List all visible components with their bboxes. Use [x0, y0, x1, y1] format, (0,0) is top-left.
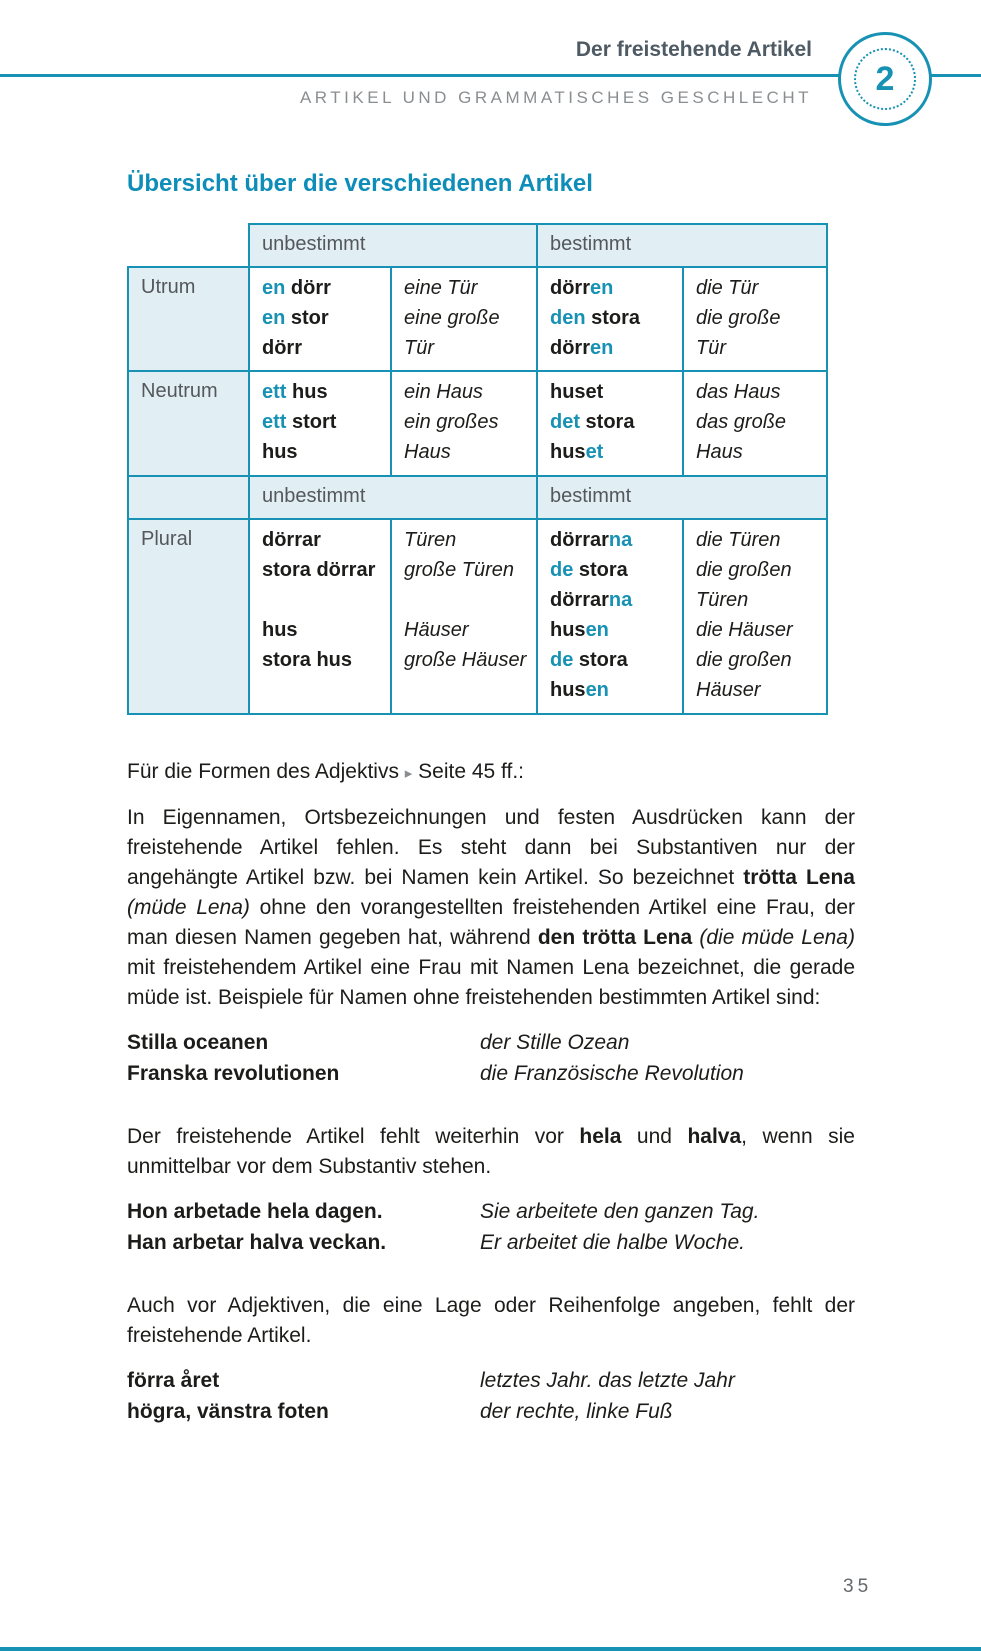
german-definite-cell: [682, 518, 828, 715]
table-line: ett stort: [262, 411, 337, 433]
table-line: Haus: [404, 441, 451, 463]
table-line: eine große: [404, 307, 500, 329]
german-definite-cell: [682, 266, 828, 370]
table-corner-ghost: [127, 223, 248, 266]
swedish-definite-cell: [536, 266, 682, 370]
table-row-label: Plural: [127, 518, 248, 715]
paragraph: Für die Formen des Adjektivs ▸ Seite 45 ff.:: [127, 760, 524, 783]
example-row: [127, 1227, 855, 1258]
footer-rule: [0, 1647, 981, 1651]
example-row: [127, 1365, 855, 1396]
chapter-number: 2: [875, 59, 895, 98]
german-indefinite-cell: [390, 518, 536, 715]
table-line: ein Haus: [404, 381, 483, 403]
table-column-header: bestimmt: [536, 223, 828, 266]
chapter-badge: [838, 32, 932, 126]
header-rule: [0, 74, 981, 77]
table-line: stora hus: [262, 649, 353, 671]
paragraph: Der freistehende Artikel fehlt weiterhin vor hela und halva, wenn sie unmittelbar vor dem Substantiv stehen.: [127, 1125, 855, 1178]
example-german: der Stille Ozean: [480, 1031, 630, 1054]
page-content: [127, 223, 855, 1460]
table-line: die große: [696, 307, 781, 329]
paragraph: In Eigennamen, Ortsbezeichnungen und festen Ausdrücken kann der freistehende Artikel fehlen. Es steht dann bei Substantiven nur der angehängte Artikel bzw. bei Namen kein Artikel. So bezeichnet trötta Lena (müde Lena) ohne den vorangestellten freistehenden Artikel eine Frau, der man diesen Namen gegeben hat, während den trötta Lena (die müde Lena) mit freistehendem Artikel eine Frau mit Namen Lena bezeichnet, die gerade müde ist. Beispiele für Namen ohne freistehenden bestimmten Artikel sind:: [127, 806, 856, 1009]
table-row-label: Utrum: [127, 266, 248, 370]
table-line: stora dörrar: [262, 559, 376, 581]
swedish-definite-cell: [536, 370, 682, 475]
german-indefinite-cell: [390, 370, 536, 475]
table-line: [404, 585, 528, 615]
german-indefinite-cell: [390, 266, 536, 370]
example-swedish: Han arbetar halva veckan.: [127, 1231, 387, 1254]
table-line: Häuser: [404, 619, 469, 641]
table-row-label: Neutrum: [127, 370, 248, 475]
table-line: Haus: [696, 441, 743, 463]
table-line: husen: [550, 619, 609, 641]
table-line: große Häuser: [404, 649, 527, 671]
table-line: de stora: [550, 649, 628, 671]
table-line: dörrar: [262, 529, 321, 551]
table-line: Tür: [404, 337, 434, 359]
example-row: [127, 1396, 855, 1427]
table-column-header: unbestimmt: [248, 475, 536, 518]
table-line: hus: [262, 619, 298, 641]
content-blocks: [127, 757, 855, 1427]
table-line: dörrarna: [550, 529, 633, 551]
table-corner-cell: [127, 475, 248, 518]
table-line: huset: [550, 441, 604, 463]
section-kicker: ARTIKEL UND GRAMMATISCHES GESCHLECHT: [299, 88, 812, 107]
table-column-header: unbestimmt: [248, 223, 536, 266]
table-line: die großen: [696, 649, 792, 671]
table-line: en dörr: [262, 277, 331, 299]
swedish-indefinite-cell: [248, 266, 390, 370]
example-swedish: Hon arbetade hela dagen.: [127, 1200, 383, 1223]
example-german: Sie arbeitete den ganzen Tag.: [480, 1200, 760, 1223]
german-definite-cell: [682, 370, 828, 475]
table-line: das Haus: [696, 381, 781, 403]
table-line: Türen: [404, 529, 457, 551]
example-pairs: [127, 1027, 855, 1089]
running-title: Der freistehende Artikel: [575, 38, 812, 61]
table-line: [262, 585, 382, 615]
table-line: de stora: [550, 559, 628, 581]
table-line: das große: [696, 411, 787, 433]
table-column-header: bestimmt: [536, 475, 828, 518]
page-number: 35: [843, 1576, 873, 1597]
table-line: dörrarna: [550, 589, 633, 611]
example-swedish: Stilla oceanen: [127, 1031, 269, 1054]
example-german: der rechte, linke Fuß: [480, 1400, 673, 1423]
swedish-indefinite-cell: [248, 518, 390, 715]
table-line: huset: [550, 381, 604, 403]
table-line: det stora: [550, 411, 635, 433]
table-line: dörr: [262, 337, 302, 359]
table-line: die Türen: [696, 529, 781, 551]
article-table: [127, 223, 828, 715]
table-line: husen: [550, 679, 609, 701]
table-line: Häuser: [696, 679, 761, 701]
example-pairs: [127, 1365, 855, 1427]
table-line: Tür: [696, 337, 726, 359]
example-swedish: högra, vänstra foten: [127, 1400, 329, 1423]
example-german: die Französische Revolution: [480, 1062, 744, 1085]
table-line: dörren: [550, 337, 614, 359]
table-line: dörren: [550, 277, 614, 299]
table-line: Türen: [696, 589, 749, 611]
table-line: ein großes: [404, 411, 499, 433]
table-line: große Türen: [404, 559, 515, 581]
page-title: Übersicht über die verschiedenen Artikel: [127, 170, 593, 197]
example-pairs: [127, 1196, 855, 1258]
example-german: letztes Jahr. das letzte Jahr: [480, 1369, 735, 1392]
example-row: [127, 1027, 855, 1058]
swedish-definite-cell: [536, 518, 682, 715]
table-line: die großen: [696, 559, 792, 581]
example-row: [127, 1058, 855, 1089]
table-line: ett hus: [262, 381, 328, 403]
swedish-indefinite-cell: [248, 370, 390, 475]
table-line: en stor: [262, 307, 329, 329]
table-line: eine Tür: [404, 277, 478, 299]
table-line: die Tür: [696, 277, 759, 299]
table-line: hus: [262, 441, 298, 463]
paragraph: Auch vor Adjektiven, die eine Lage oder Reihenfolge angeben, fehlt der freistehende Artikel.: [127, 1294, 855, 1347]
example-german: Er arbeitet die halbe Woche.: [480, 1231, 745, 1254]
example-swedish: Franska revolutionen: [127, 1062, 340, 1085]
table-line: den stora: [550, 307, 641, 329]
example-row: [127, 1196, 855, 1227]
example-swedish: förra året: [127, 1369, 220, 1392]
page-ref-arrow-icon: ▸: [404, 765, 413, 782]
table-line: die Häuser: [696, 619, 793, 641]
